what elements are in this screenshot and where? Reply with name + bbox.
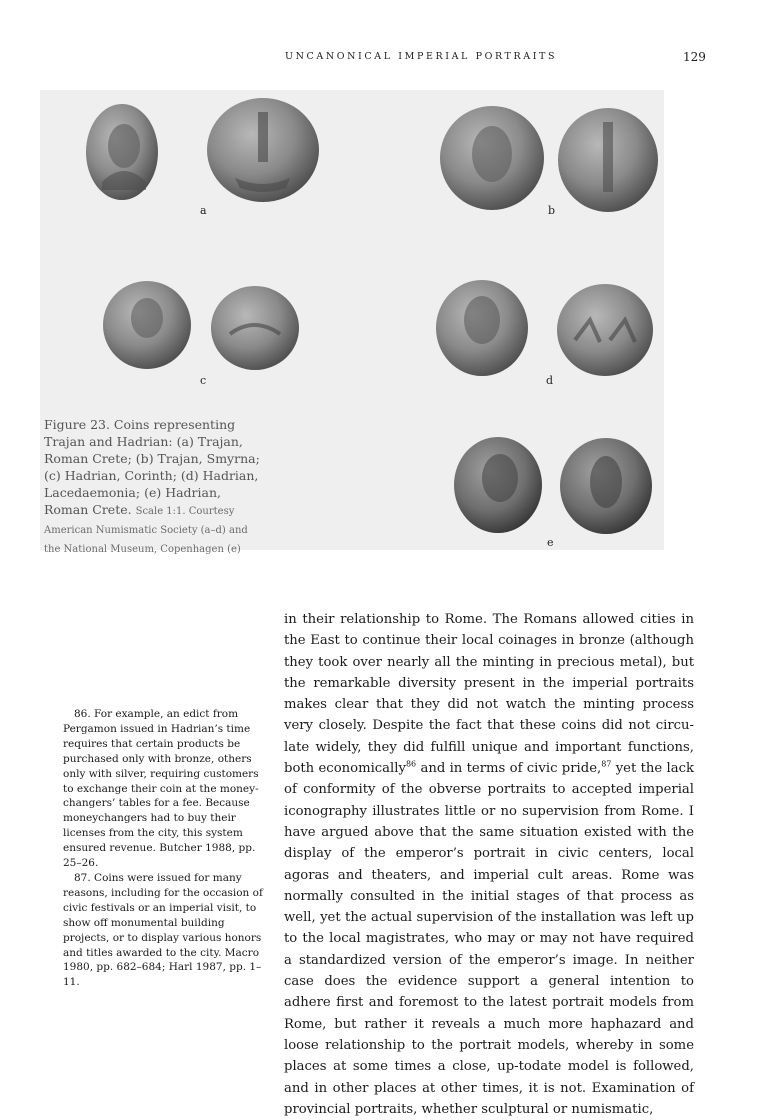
body-text-part3: yet the lack of conformity of the obverse portraits to accepted imperial iconography illustrates little or no supervision from Rome. I have argued above that the same situation existed with the display of the emperor’s portrait in civic centers, local agoras and theaters, and imperial cult areas. Rome was normally consulted in the initial stages of that process as well, yet the actual supervision of the installation was left up to the local magistrates, who may or may not have required a standardized version of the emperor’s image. In neither case does the evidence support a general intention to adhere first and foremost to the latest portrait models from Rome, but rather it reveals a much more haphazard and loose relationship to the portrait models, whereby in some places at some times a close, up-todate model is followed, and in other places at other times, it is not. Examination of provincial portraits, whether sculptural or numismatic, [284,761,694,1117]
figure-caption-main: Figure 23. Coins representing Trajan and Hadrian: (a) Trajan, Roman Crete; (b) Trajan, Smyrna; (c) Hadrian, Corinth; (d) Hadrian, Lacedaemonia; (e) Hadrian, Roman Crete. [44,417,260,517]
coin-b-reverse [558,108,658,212]
figure-caption-credit: Scale 1:1. Courtesy American Numismatic Society (a–d) and the National Museum, Copenhagen (e) [44,506,248,555]
coin-label-c: c [200,374,207,387]
footnotes [63,707,268,990]
page-number: 129 [683,50,706,64]
coin-b-obverse [440,106,544,210]
footnote-86: 86. For example, an edict from Pergamon issued in Hadrian’s time requires that certain products be purchased only with bronze, others only with silver, requiring customers to exchange their coin at the moneychangers’ tables for a fee. Because moneychangers had to buy their licenses from the city, this system ensured revenue. Butcher 1988, pp. 25–26. [63,708,259,870]
body-text [284,609,694,1120]
coin-d-obverse [436,280,528,376]
coin-e-reverse [560,438,652,534]
coin-label-a: a [200,204,207,217]
coin-label-b: b [548,204,556,217]
coin-e-obverse [454,437,542,533]
body-text-part1: in their relationship to Rome. The Romans allowed cities in the East to continue their local coinages in bronze (although they took over nearly all the minting in precious metal), but the remarkable diversity present in the imperial portraits makes clear that they did not watch the minting process very closely. Despite the fact that these coins did not circulate widely, they did fulfill unique and important functions, both economically [284,612,694,777]
footnote-ref-87[interactable]: 87 [601,759,612,769]
body-text-part2: and in terms of civic pride, [416,761,602,777]
running-head: UNCANONICAL IMPERIAL PORTRAITS [285,51,558,62]
coin-c-reverse [211,286,299,370]
coin-label-e: e [547,536,554,549]
figure-caption [44,416,266,558]
coin-a-obverse [86,104,158,200]
coin-d-reverse [557,284,653,376]
footnote-87: 87. Coins were issued for many reasons, including for the occasion of civic festivals or an imperial visit, to show off monumental building projects, or to display various honors and titles awarded to the city. Macro 1980, pp. 682–684; Harl 1987, pp. 1–11. [63,871,263,989]
footnote-ref-86[interactable]: 86 [405,759,417,769]
coin-a-reverse [207,98,319,202]
coin-c-obverse [103,281,191,369]
coin-label-d: d [546,374,554,387]
